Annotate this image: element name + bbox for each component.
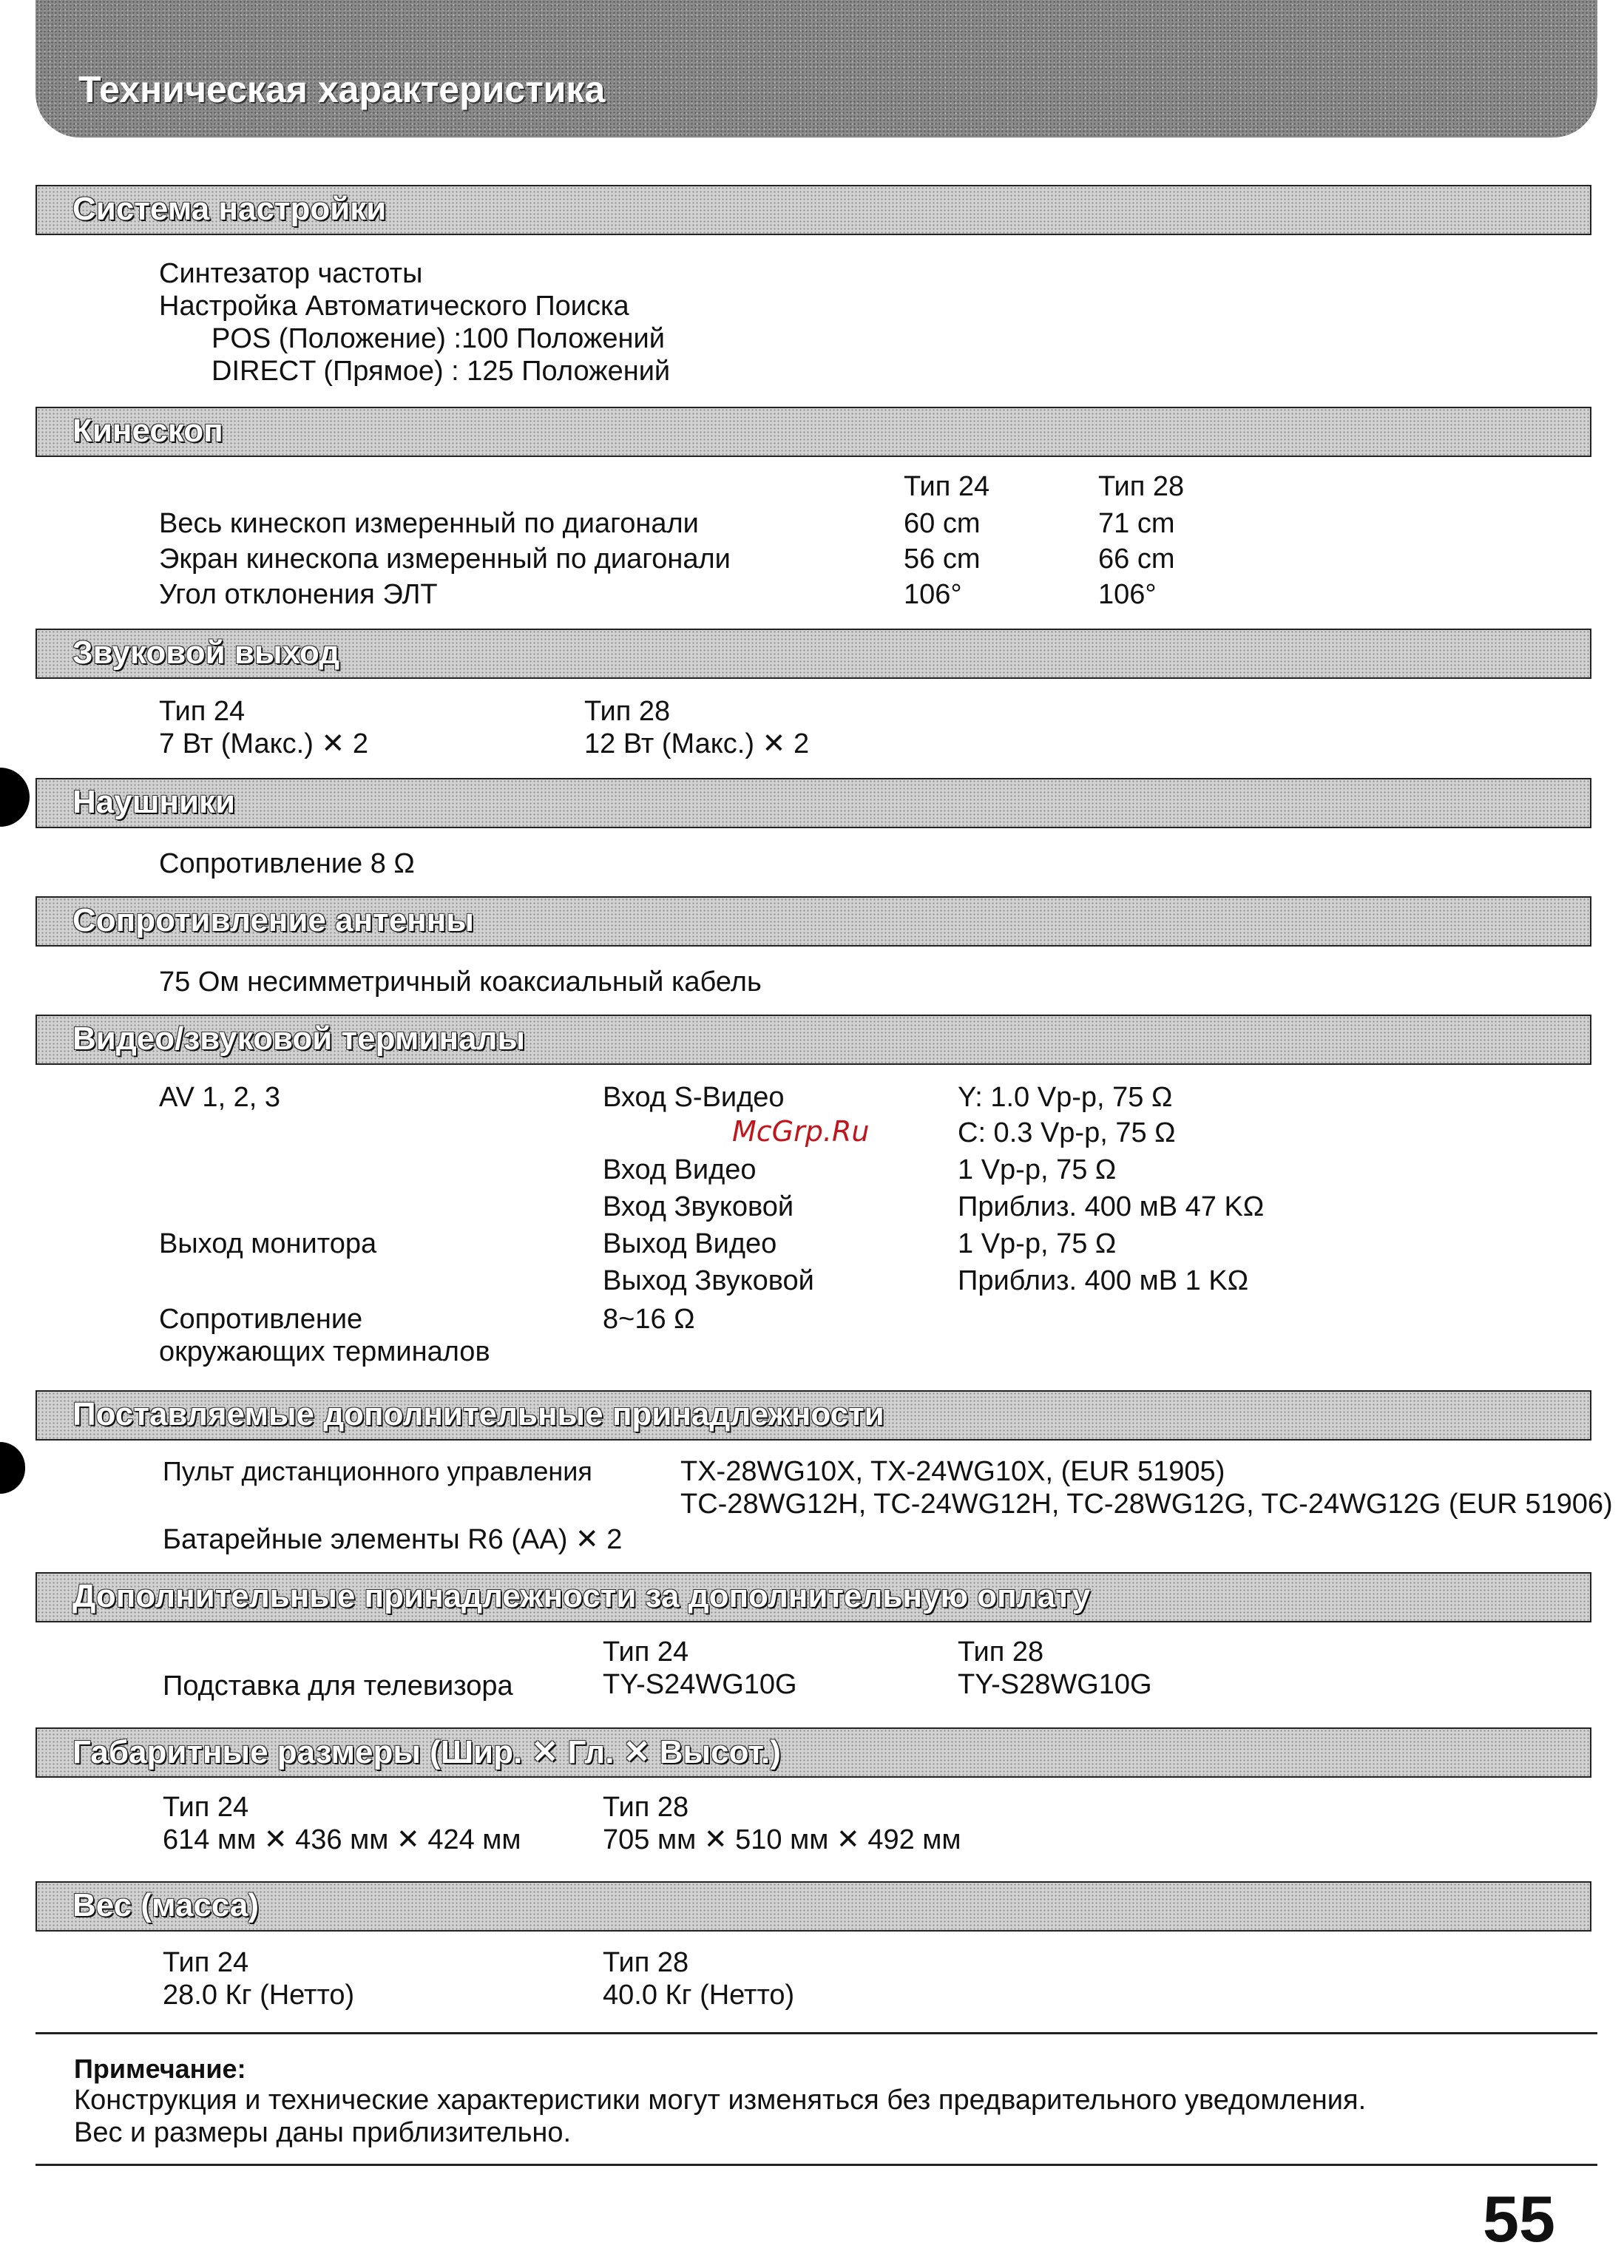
dimensions-value: 705 мм ✕ 510 мм ✕ 492 мм: [603, 1824, 961, 1855]
section-header-antenna: [35, 896, 1591, 947]
accessory-label: Батарейные элементы R6 (AA) ✕ 2: [163, 1524, 623, 1555]
optional-label: Подставка для телевизора: [163, 1670, 513, 1702]
av-group-label: Сопротивление: [159, 1304, 363, 1335]
crt-row-value: 60 cm: [904, 508, 981, 539]
divider: [35, 2164, 1597, 2166]
tuning-line: DIRECT (Прямое) : 125 Положений: [212, 356, 671, 387]
av-terminal-name: Вход Видео: [603, 1154, 757, 1185]
section-header-crt: [35, 407, 1591, 457]
section-title: Сопротивление антенны: [72, 902, 474, 938]
note-text: Вес и размеры даны приблизительно.: [74, 2117, 572, 2148]
audio-value: 7 Вт (Макс.) ✕ 2: [159, 728, 368, 759]
accessory-value: TC-28WG12H, TC-24WG12H, TC-28WG12G, TC-24WG12G (EUR 51906): [680, 1489, 1613, 1520]
audio-value: 12 Вт (Макс.) ✕ 2: [584, 728, 810, 759]
av-terminal-name: Выход Видео: [603, 1228, 777, 1259]
column-header: Тип 28: [603, 1792, 689, 1823]
crt-row-value: 106°: [1098, 579, 1157, 610]
section-header-weight: [35, 1881, 1591, 1932]
weight-value: 40.0 Кг (Нетто): [603, 1980, 795, 2011]
column-header: Тип 28: [958, 1636, 1044, 1668]
section-header-headphones: [35, 778, 1591, 828]
section-header-dimensions: [35, 1727, 1591, 1778]
av-group-label: Выход монитора: [159, 1228, 377, 1259]
av-group-label: окружающих терминалов: [159, 1336, 490, 1367]
tuning-line: Настройка Автоматического Поиска: [159, 291, 629, 322]
column-header: Тип 24: [904, 471, 990, 502]
column-header: Тип 24: [163, 1947, 249, 1978]
dimensions-value: 614 мм ✕ 436 мм ✕ 424 мм: [163, 1824, 521, 1855]
binder-mark: [0, 1442, 25, 1494]
column-header: Тип 28: [603, 1947, 689, 1978]
av-terminal-name: Вход Звуковой: [603, 1191, 794, 1222]
section-title: Кинескоп: [72, 413, 223, 449]
optional-value: TY-S24WG10G: [603, 1669, 797, 1700]
section-title: Звуковой выход: [72, 634, 340, 671]
av-terminal-name: Вход S-Видео: [603, 1082, 785, 1113]
section-title: Габаритные размеры (Шир. ✕ Гл. ✕ Высот.): [72, 1734, 781, 1770]
av-group-label: AV 1, 2, 3: [159, 1082, 281, 1113]
section-title: Дополнительные принадлежности за дополнительную оплату: [72, 1578, 1091, 1614]
section-title: Наушники: [72, 784, 236, 820]
note-text: Конструкция и технические характеристики могут изменяться без предварительного уведомления.: [74, 2085, 1367, 2116]
binder-mark: [0, 768, 30, 827]
crt-row-label: Угол отклонения ЭЛТ: [159, 579, 438, 610]
section-title: Поставляемые дополнительные принадлежности: [72, 1396, 884, 1432]
av-terminal-value: Y: 1.0 Vp-p, 75 Ω: [958, 1082, 1173, 1113]
section-title: Видео/звуковой терминалы: [72, 1020, 526, 1057]
section-header-audio: [35, 629, 1591, 679]
tuning-line: Синтезатор частоты: [159, 258, 423, 289]
section-header-tuning: [35, 185, 1591, 235]
section-header-optional: [35, 1572, 1591, 1622]
crt-row-value: 71 cm: [1098, 508, 1175, 539]
watermark: McGrp.Ru: [732, 1115, 870, 1148]
page-title: Техническая характеристика: [78, 69, 606, 110]
crt-row-value: 66 cm: [1098, 544, 1175, 575]
column-header: Тип 24: [159, 696, 246, 727]
page-number: 55: [1483, 2182, 1555, 2255]
column-header: Тип 28: [584, 696, 671, 727]
column-header: Тип 24: [603, 1636, 689, 1668]
note-heading: Примечание:: [74, 2054, 246, 2084]
divider: [35, 2032, 1597, 2034]
optional-value: TY-S28WG10G: [958, 1669, 1152, 1700]
crt-row-value: 106°: [904, 579, 962, 610]
column-header: Тип 28: [1098, 471, 1185, 502]
antenna-text: 75 Ом несимметричный коаксиальный кабель: [159, 967, 762, 998]
av-terminal-value: Приблиз. 400 мВ 47 KΩ: [958, 1191, 1265, 1222]
crt-row-label: Экран кинескопа измеренный по диагонали: [159, 544, 731, 575]
av-terminal-value: 1 Vp-p, 75 Ω: [958, 1154, 1117, 1185]
section-header-accessories: [35, 1390, 1591, 1441]
headphones-text: Сопротивление 8 Ω: [159, 848, 415, 879]
section-title: Система настройки: [72, 191, 387, 227]
column-header: Тип 24: [163, 1792, 249, 1823]
av-terminal-value: 8~16 Ω: [603, 1304, 695, 1335]
av-terminal-name: Выход Звуковой: [603, 1265, 814, 1296]
section-title: Вес (масса): [72, 1887, 260, 1923]
weight-value: 28.0 Кг (Нетто): [163, 1980, 355, 2011]
crt-row-value: 56 cm: [904, 544, 981, 575]
av-terminal-value: C: 0.3 Vp-p, 75 Ω: [958, 1117, 1176, 1148]
tuning-line: POS (Положение) :100 Положений: [212, 323, 665, 354]
av-terminal-value: 1 Vp-p, 75 Ω: [958, 1228, 1117, 1259]
accessory-label: Пульт дистанционного управления: [163, 1456, 592, 1486]
av-terminal-value: Приблиз. 400 мВ 1 KΩ: [958, 1265, 1249, 1296]
crt-row-label: Весь кинескоп измеренный по диагонали: [159, 508, 699, 539]
section-header-av: [35, 1015, 1591, 1065]
accessory-value: TX-28WG10X, TX-24WG10X, (EUR 51905): [680, 1456, 1225, 1487]
